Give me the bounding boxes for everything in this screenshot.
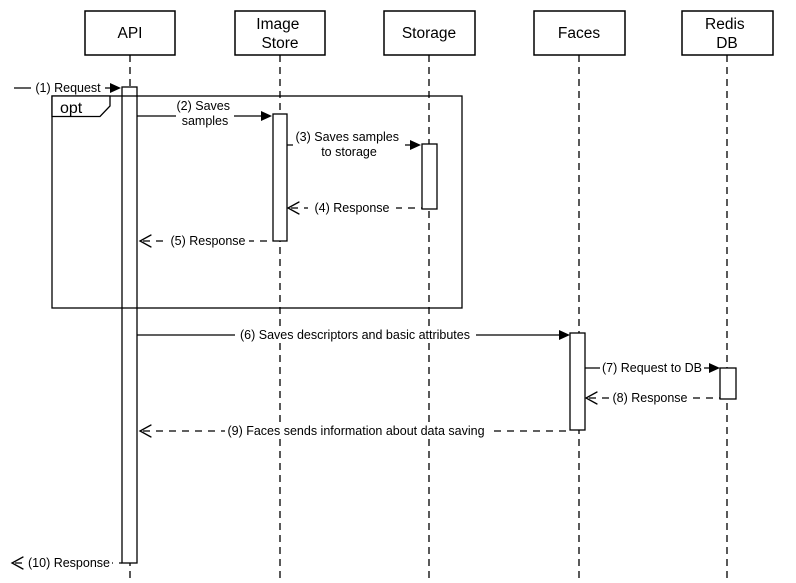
message-10 (12, 556, 122, 570)
message-10-label: (10) Response (28, 556, 110, 570)
message-6-label: (6) Saves descriptors and basic attributes (240, 328, 470, 342)
participant-redis-db-label: Redis DB (705, 16, 745, 52)
message-3 (287, 130, 421, 159)
activation-api (122, 87, 137, 563)
message-2 (137, 99, 272, 128)
activation-storage (422, 144, 437, 209)
participant-faces (534, 11, 625, 55)
participant-storage-label: Storage (401, 25, 457, 42)
message-5-label: (5) Response (170, 234, 246, 248)
message-1-arrowhead (110, 83, 121, 93)
opt-fragment-operator: opt (60, 100, 83, 117)
message-5 (140, 234, 273, 248)
message-7-arrowhead (709, 363, 720, 373)
message-4-label: (4) Response (314, 201, 390, 215)
participant-api (85, 11, 175, 55)
message-6 (137, 328, 570, 342)
message-2-arrowhead (261, 111, 272, 121)
message-7-label: (7) Request to DB (601, 361, 703, 375)
opt-fragment (52, 96, 462, 308)
message-4 (288, 201, 422, 215)
activation-image-store (273, 114, 287, 241)
message-3-label: (3) Saves samples to storage (295, 130, 400, 159)
message-1 (14, 81, 121, 95)
activation-faces (570, 333, 585, 430)
message-9-label: (9) Faces sends information about data saving (227, 424, 485, 438)
participant-storage (384, 11, 475, 55)
message-2-label: (2) Saves samples (176, 99, 231, 128)
participant-faces-label: Faces (557, 25, 601, 42)
participant-redis-db (682, 11, 773, 55)
message-9 (140, 424, 570, 438)
participant-image-store-label: Image Store (256, 16, 300, 52)
message-1-label: (1) Request (35, 81, 101, 95)
message-8 (586, 391, 720, 405)
participant-api-label: API (117, 25, 143, 42)
message-3-arrowhead (410, 140, 421, 150)
message-7 (585, 361, 720, 375)
activation-redis-db (720, 368, 736, 399)
message-6-arrowhead (559, 330, 570, 340)
message-8-label: (8) Response (612, 391, 688, 405)
opt-fragment-box (52, 96, 462, 308)
participant-image-store (235, 11, 325, 55)
